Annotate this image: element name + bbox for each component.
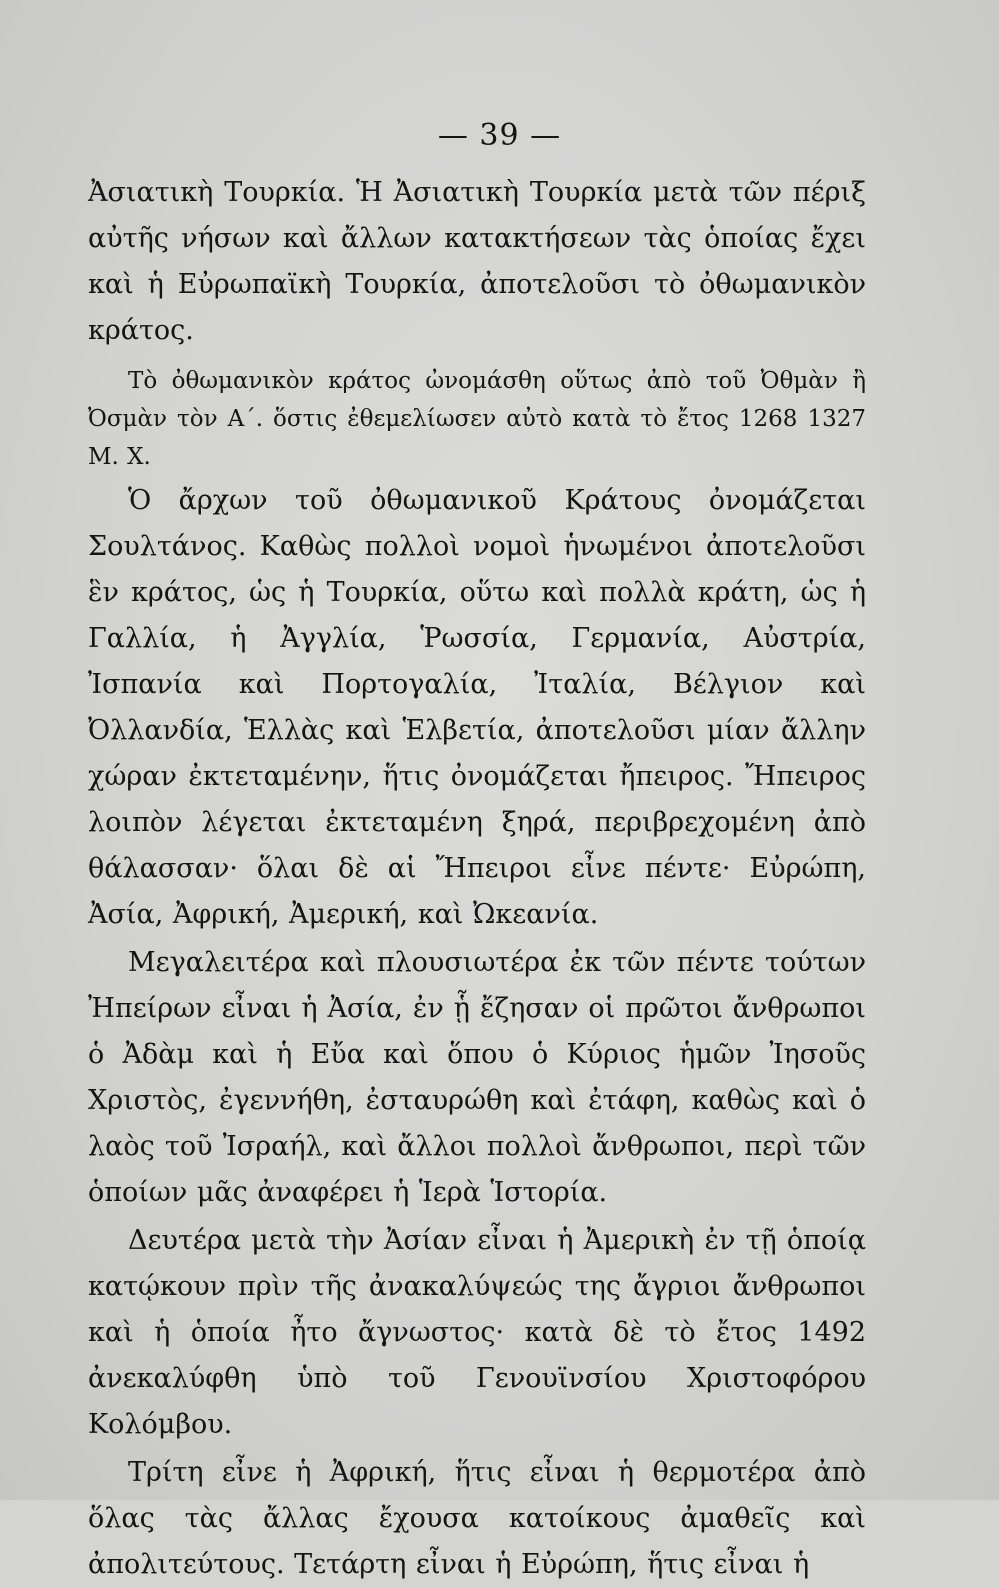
paragraph-africa-europe: Τρίτη εἶνε ἡ Ἀφρική, ἥτις εἶναι ἡ θερμοτέρα ἀπὸ ὅλας τὰς ἄλλας ἔχουσα κατοίκους ἀμαθεῖς καὶ ἀπολιτεύτους. Τετάρτη εἶναι ἡ Εὐρώπη, ἥτις εἶναι ἡ (88, 1457, 866, 1580)
paragraph-america: Δευτέρα μετὰ τὴν Ἀσίαν εἶναι ἡ Ἀμερικὴ ἐν τῇ ὁποίᾳ κατῴκουν πρὶν τῆς ἀνακαλύψεώς της ἄγριοι ἄνθρωποι καὶ ἡ ὁποία ἦτο ἄγνωστος· κατὰ δὲ τὸ ἔτος 1492 ἀνεκαλύφθη ὑπὸ τοῦ Γενουϊνσίου Χριστοφόρου Κολόμβου. (88, 1225, 866, 1440)
paragraph-sultan-continents: Ὁ ἄρχων τοῦ ὀθωμανικοῦ Κράτους ὀνομάζεται Σουλτάνος. Καθὼς πολλοὶ νομοὶ ἡνωμένοι ἀποτελοῦσι ἓν κράτος, ὡς ἡ Τουρκία, οὕτω καὶ πολλὰ κράτη, ὡς ἡ Γαλλία, ἡ Ἀγγλία, Ῥωσσία, Γερμανία, Αὐστρία, Ἰσπανία καὶ Πορτογαλία, Ἰταλία, Βέλγιον καὶ Ὀλλανδία, Ἑλλὰς καὶ Ἑλβετία, ἀποτελοῦσι μίαν ἄλλην χώραν ἐκτεταμένην, ἥτις ὀνομάζεται ἤπειρος. Ἤπειρος λοιπὸν λέγεται ἐκτεταμένη ξηρά, περιβρεχομένη ἀπὸ θάλασσαν· ὅλαι δὲ αἱ Ἤπειροι εἶνε πέντε· Εὐρώπη, Ἀσία, Ἀφρική, Ἀμερική, καὶ Ὠκεανία. (88, 485, 866, 930)
body-text (88, 170, 866, 1588)
page-number: — 39 — (437, 118, 562, 153)
paragraph-asiatic-turkey: Ἀσιατικὴ Τουρκία. Ἡ Ἀσιατικὴ Τουρκία μετὰ τῶν πέριξ αὐτῆς νήσων καὶ ἄλλων κατακτήσεων τὰς ὁποίας ἔχει καὶ ἡ Εὐρωπαϊκὴ Τουρκία, ἀποτελοῦσι τὸ ὀθωμανικὸν κράτος. (88, 177, 866, 346)
paragraph-asia: Μεγαλειτέρα καὶ πλουσιωτέρα ἐκ τῶν πέντε τούτων Ἠπείρων εἶναι ἡ Ἀσία, ἐν ᾗ ἔζησαν οἱ πρῶτοι ἄνθρωποι ὁ Ἀδὰμ καὶ ἡ Εὔα καὶ ὅπου ὁ Κύριος ἡμῶν Ἰησοῦς Χριστὸς, ἐγεννήθη, ἐσταυρώθη καὶ ἐτάφη, καθὼς καὶ ὁ λαὸς τοῦ Ἰσραήλ, καὶ ἄλλοι πολλοὶ ἄνθρωποι, περὶ τῶν ὁποίων μᾶς ἀναφέρει ἡ Ἱερὰ Ἱστορία. (88, 947, 866, 1208)
paragraph-ottoman-origin: Τὸ ὀθωμανικὸν κράτος ὠνομάσθη οὕτως ἀπὸ τοῦ Ὀθμὰν ἢ Ὀσμὰν τὸν Α΄. ὅστις ἐθεμελίωσεν αὐτὸ κατὰ τὸ ἔτος 1268 1327 Μ. Χ. (88, 368, 866, 470)
